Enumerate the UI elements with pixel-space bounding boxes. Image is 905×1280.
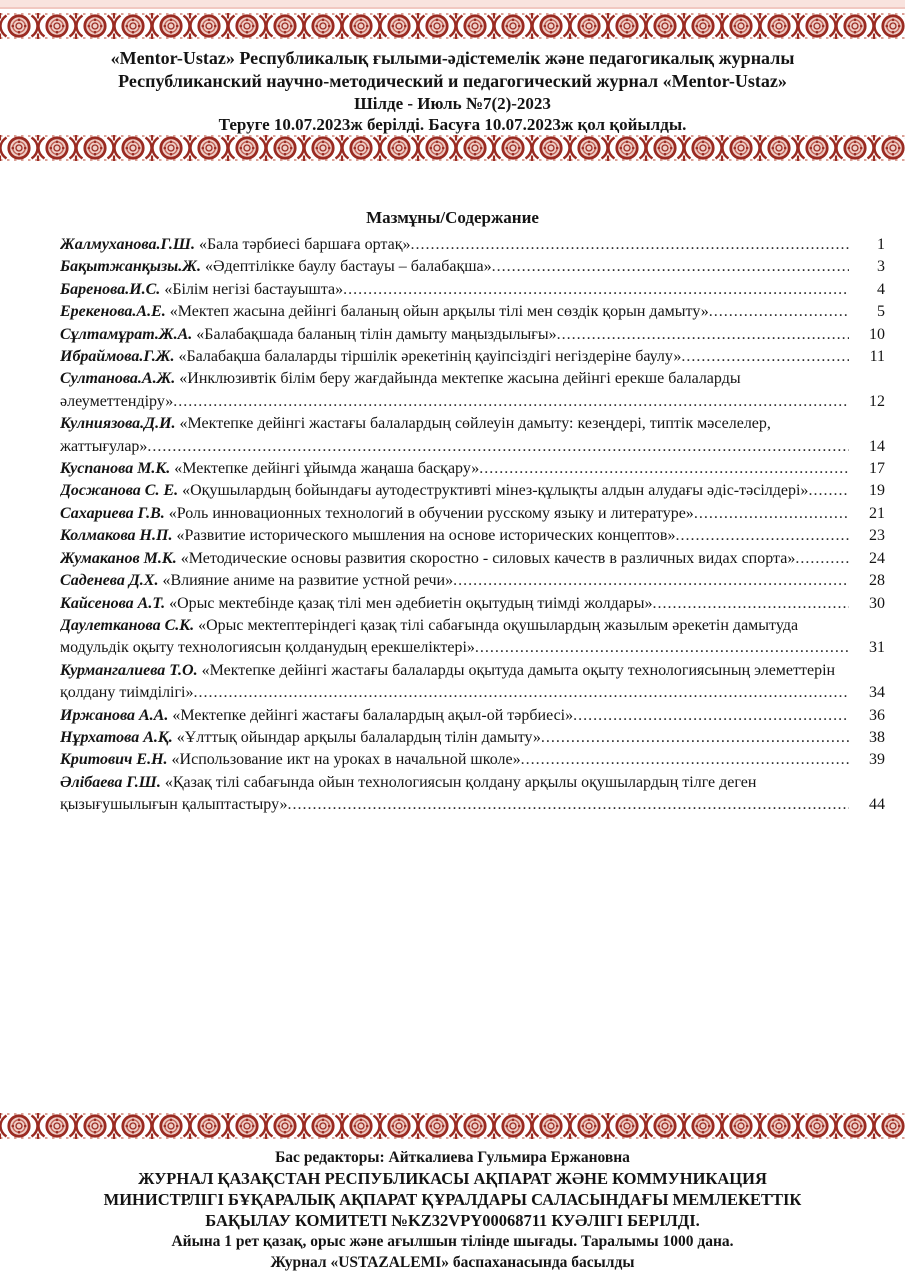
toc-entry-author: Даулетканова С.К.	[60, 616, 195, 634]
toc-entry-author: Нұрхатова А.Қ.	[60, 728, 173, 746]
toc-entry-page: 24	[869, 549, 885, 567]
toc-entry-page: 30	[869, 594, 885, 612]
toc-entry-title: «Мектепке дейінгі ұйымда жаңаша басқару»	[174, 460, 480, 478]
toc-entry	[60, 346, 885, 368]
toc-entry-author: Бақытжанқызы.Ж.	[60, 258, 201, 276]
toc-entry-author: Ибраймова.Г.Ж.	[60, 348, 175, 366]
toc-entry-text	[60, 660, 849, 705]
toc-entry	[60, 324, 885, 346]
toc-entry	[60, 256, 885, 278]
toc-entry-text	[60, 458, 849, 480]
registration-line-3: БАҚЫЛАУ КОМИТЕТІ №KZ32VPY00068711 КУӘЛІГІ БЕРІЛДІ.	[205, 1210, 700, 1230]
toc-entry-author: Баренова.И.С.	[60, 280, 161, 298]
toc-entry-title: «Бала тәрбиесі баршаға ортақ»	[198, 236, 411, 253]
toc-entry-page: 36	[869, 706, 885, 724]
toc-entry	[60, 480, 885, 502]
toc-entry-text	[60, 503, 849, 525]
toc-entry	[60, 413, 885, 458]
toc-entry	[60, 525, 885, 547]
toc-entry-text	[60, 324, 849, 346]
journal-header	[0, 39, 905, 135]
toc-entry-text	[60, 301, 849, 323]
toc-entry-title: «Мектепке дейінгі жастағы балалардың ақыл-ой тәрбиесі»	[172, 706, 574, 724]
toc-entry-text	[60, 548, 849, 570]
toc-entry	[60, 615, 885, 660]
toc-entry-text	[60, 480, 849, 502]
toc-entry-title: «Ұлттық ойындар арқылы балалардың тілін дамыту»	[176, 728, 541, 746]
registration-line-1: ЖУРНАЛ ҚАЗАҚСТАН РЕСПУБЛИКАСЫ АҚПАРАТ ЖӘНЕ КОММУНИКАЦИЯ	[138, 1168, 767, 1188]
toc-entry	[60, 772, 885, 817]
toc-entry-page: 14	[869, 437, 885, 455]
toc-entry-text	[60, 279, 849, 301]
toc-entry-page: 4	[877, 280, 885, 298]
toc-entry-page: 38	[869, 728, 885, 746]
toc-entry-page: 1	[877, 236, 885, 253]
toc-entry-page: 17	[869, 460, 885, 478]
editor-line: Бас редакторы: Айткалиева Гульмира Ержановна	[275, 1148, 630, 1166]
toc-entry	[60, 301, 885, 323]
toc-entry-title: «Орыс мектептеріндегі қазақ тілі сабағында оқушылардың жазылым әрекетін дамытуда модульдік оқыту технологиясын қолданудың ерекшеліктері»	[60, 616, 799, 657]
toc-entry-author: Иржанова А.А.	[60, 706, 169, 724]
toc-entry-title: «Мектепке дейінгі жастағы балаларды оқытуда дамыта оқыту технологиясының элеметтерін қолдану тиімділігі»	[60, 661, 836, 702]
toc-entry-page: 3	[877, 258, 885, 276]
toc-entry-text	[60, 368, 849, 413]
toc-entry-author: Курмангалиева Т.О.	[60, 661, 198, 679]
toc-entry-author: Сахариева Г.В.	[60, 504, 165, 522]
toc-entry-text	[60, 413, 849, 458]
toc-entry-title: «Роль инновационных технологий в обучении русскому языку и литературе»	[168, 504, 694, 522]
toc-entry-page: 10	[869, 325, 885, 343]
toc-entry-title: «Оқушылардың бойындағы аутодеструктивті мінез-құлықты алдын алудағы әдіс-тәсілдері»	[182, 482, 809, 500]
toc-entry-text	[60, 593, 849, 615]
toc-entry-text	[60, 727, 849, 749]
toc-entry-page: 12	[869, 392, 885, 410]
toc-entry	[60, 593, 885, 615]
toc-entry-title: «Орыс мектебінде қазақ тілі мен әдебиетін оқытудың тиімді жолдары»	[169, 594, 653, 612]
journal-dates: Теруге 10.07.2023ж берілді. Басуға 10.07.2023ж қол қойылды.	[218, 115, 687, 134]
toc-entry	[60, 503, 885, 525]
toc-entry-text	[60, 570, 849, 592]
toc-entry-title: «Развитие исторического мышления на основе исторических концептов»	[176, 527, 676, 545]
toc-entry-title: «Мектепке дейінгі жастағы балалардың сөйлеуін дамыту: кезеңдері, типтік мәселелер, жаттығулар»	[60, 415, 771, 455]
toc-entry-text	[60, 256, 849, 278]
toc-entry	[60, 548, 885, 570]
toc-entry-author: Критович Е.Н.	[60, 751, 168, 769]
toc-entry	[60, 727, 885, 749]
journal-title-kk: «Mentor-Ustaz» Республикалық ғылыми-әдістемелік және педагогикалық журналы	[110, 48, 795, 68]
toc-entry-page: 21	[869, 504, 885, 522]
toc-entry-title: «Методические основы развития скоростно - силовых качеств в различных видах спорта»	[180, 549, 796, 567]
toc-entry-title: «Использование икт на уроках в начальной школе»	[171, 751, 521, 769]
toc-entry-page: 34	[869, 684, 885, 702]
ornament-border-top-icon	[0, 13, 905, 39]
toc-entry-author: Жалмуханова.Г.Ш.	[60, 236, 195, 253]
toc-entry-text	[60, 234, 849, 256]
toc-entry	[60, 279, 885, 301]
toc-entry-author: Султанова.А.Ж.	[60, 370, 176, 388]
toc-entry-author: Кулниязова.Д.И.	[60, 415, 176, 433]
toc-entry-title: «Қазақ тілі сабағында ойын технологиясын қолдану арқылы оқушылардың тілге деген қызығушылығын қалыптастыру»	[60, 773, 757, 814]
toc-entry-author: Жумаканов М.К.	[60, 549, 177, 567]
toc-entry-title: «Влияние аниме на развитие устной речи»	[162, 572, 454, 590]
toc-entry	[60, 660, 885, 705]
toc-entry-title: «Білім негізі бастауышта»	[164, 280, 344, 298]
toc-entry	[60, 705, 885, 727]
toc-entry-text	[60, 346, 849, 368]
toc-entry-page: 39	[869, 751, 885, 769]
toc-entry-page: 31	[869, 639, 885, 657]
toc-entry-page: 5	[877, 303, 885, 321]
toc-entry-page: 11	[869, 348, 885, 366]
toc-entry-author: Кайсенова А.Т.	[60, 594, 166, 612]
journal-issue: Шілде - Июль №7(2)-2023	[354, 94, 551, 113]
journal-title-ru: Республиканский научно-методический и педагогический журнал «Mentor-Ustaz»	[118, 71, 787, 91]
journal-footer	[0, 1139, 905, 1273]
toc-entry-author: Колмакова Н.П.	[60, 527, 173, 545]
toc-entry-title: «Балабақшада баланың тілін дамыту маңыздылығы»	[196, 325, 557, 343]
toc-entry-title: «Инклюзивтік білім беру жағдайында мектепке жасына дейінгі ерекше балаларды әлеуметтендіру»	[60, 370, 741, 410]
toc-entry-text	[60, 705, 849, 727]
toc-entry-page: 23	[869, 527, 885, 545]
toc-entry-author: Досжанова С. Е.	[60, 482, 179, 500]
registration-line-2: МИНИСТРЛІГІ БҰҚАРАЛЫҚ АҚПАРАТ ҚҰРАЛДАРЫ САЛАСЫНДАҒЫ МЕМЛЕКЕТТІК	[103, 1189, 802, 1209]
toc-entry-text	[60, 615, 849, 660]
toc-entry-title: «Әдептілікке баулу бастауы – балабақша»	[204, 258, 492, 276]
toc-entry-author: Ерекенова.А.Е.	[60, 303, 166, 321]
toc-entry-title: «Мектеп жасына дейінгі баланың ойын арқылы тілі мен сөздік қорын дамыту»	[169, 303, 709, 321]
toc-entry-page: 19	[869, 482, 885, 500]
toc-entry	[60, 234, 885, 256]
toc-entry-text	[60, 749, 849, 771]
ornament-border-middle-icon	[0, 135, 905, 161]
toc-list	[0, 234, 905, 817]
toc-entry-page: 28	[869, 572, 885, 590]
toc-entry-text	[60, 772, 849, 817]
toc-entry-author: Саденева Д.Х.	[60, 572, 159, 590]
toc-heading: Мазмұны/Содержание	[366, 208, 539, 227]
toc-entry	[60, 458, 885, 480]
toc-entry-text	[60, 525, 849, 547]
toc-entry-author: Сұлтамұрат.Ж.А.	[60, 325, 193, 343]
toc-entry	[60, 749, 885, 771]
toc-entry-author: Куспанова М.К.	[60, 460, 171, 478]
blank-area	[0, 817, 905, 1113]
toc-entry	[60, 570, 885, 592]
ornament-border-bottom-icon	[0, 1113, 905, 1139]
frequency-line: Айына 1 рет қазақ, орыс және ағылшын тілінде шығады. Таралымы 1000 дана.	[171, 1232, 734, 1250]
toc-entry	[60, 368, 885, 413]
page-edge-strip	[0, 0, 905, 9]
toc-entry-page: 44	[869, 796, 885, 814]
toc-entry-author: Әлібаева Г.Ш.	[60, 773, 161, 791]
printing-line: Журнал «USTAZALEMI» баспаханасында басылды	[270, 1253, 635, 1271]
toc-entry-title: «Балабақша балаларды тіршілік әрекетінің қауіпсіздігі негіздеріне баулу»	[178, 348, 682, 366]
